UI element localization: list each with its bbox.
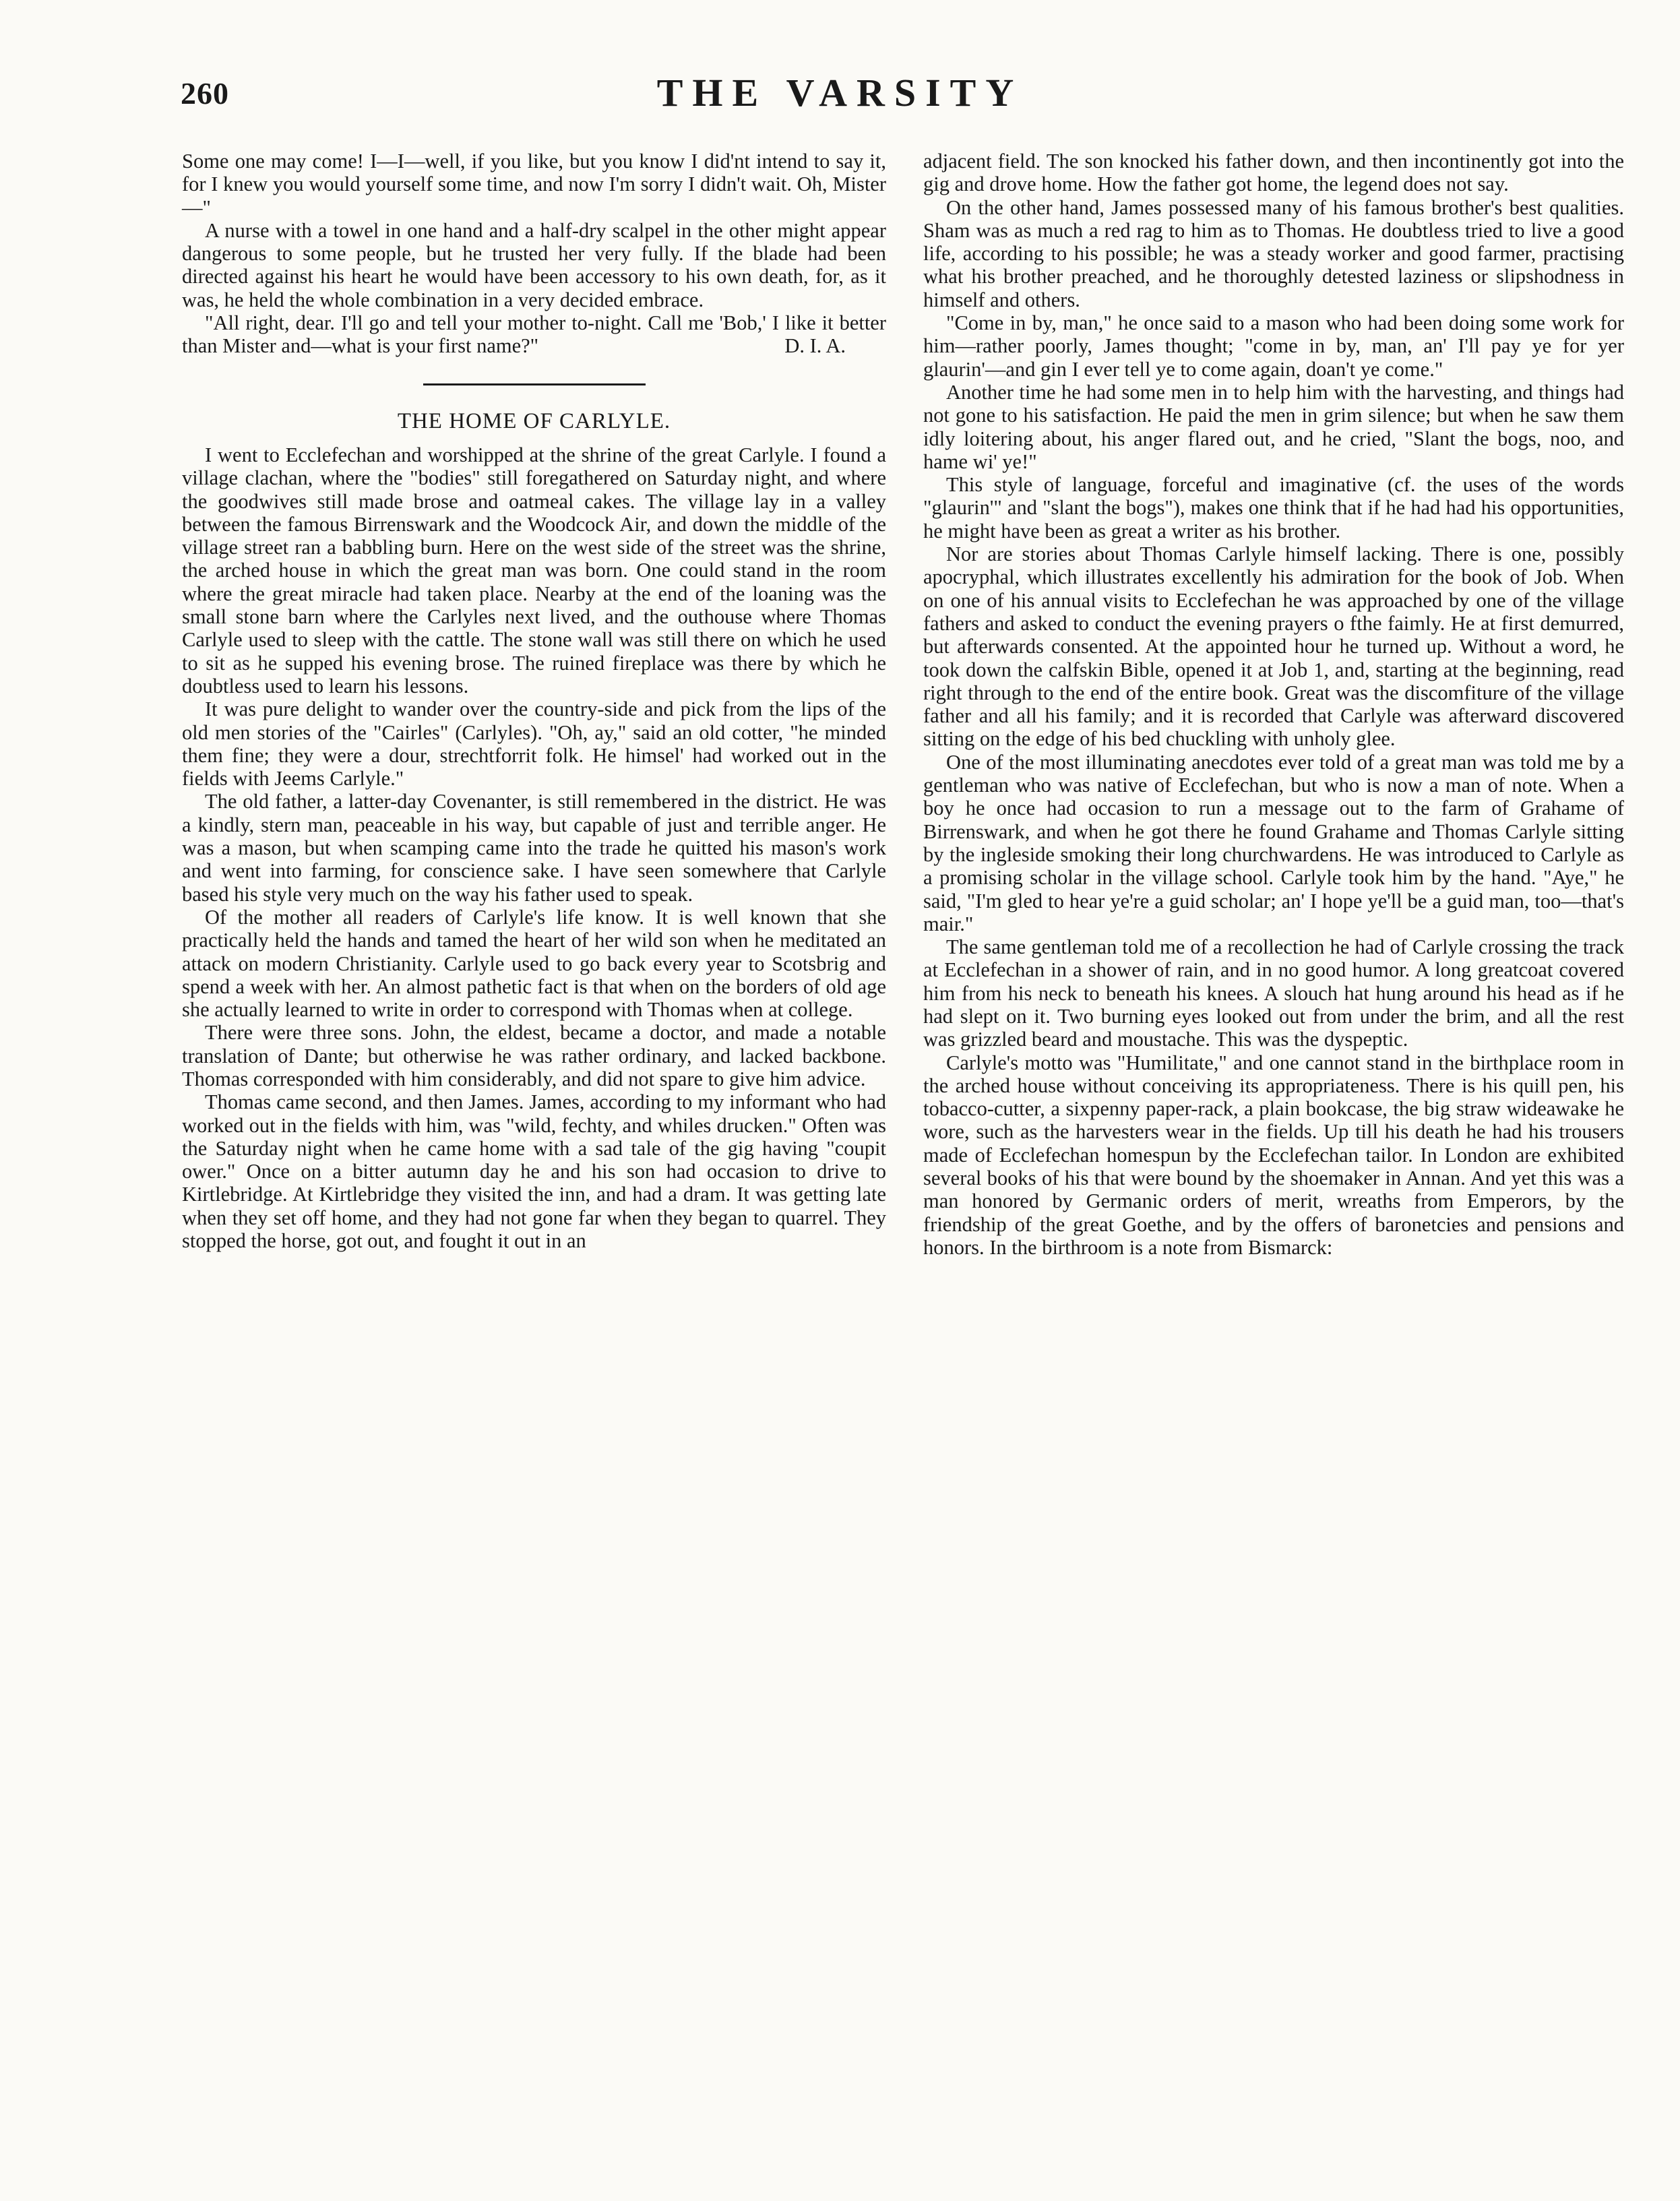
article-paragraph: One of the most illuminating anecdotes ever told of a great man was told me by a gentleman who was native of Ecclefechan, but who is now a man of note. When a boy he once had occasion to run a message out to the farm of Grahame of Birrenswark, and when he got there he found Grahame and Thomas Carlyle sitting by the ingleside smoking their long churchwardens. He was introduced to Carlyle as a promising scholar in the village school. Carlyle took him by the hand. "Aye," he said, "I'm gled to hear ye're a guid scholar; an' I hope ye'll be a guid man, too—that's mair." [923, 750, 1624, 935]
article-paragraph: Carlyle's motto was "Humilitate," and one cannot stand in the birthplace room in the arched house without conceiving its appropriateness. There is his quill pen, his tobacco-cutter, a sixpenny paper-rack, a plain bookcase, the big straw wideawake he wore, such as the harvesters wear in the fields. Up till his death he had his trousers made of Ecclefechan homespun by the Ecclefechan tailor. In London are exhibited several books of his that were bound by the shoemaker in Annan. And yet this was a man honored by Germanic orders of merit, wreaths from Emperors, by the friendship of the great Goethe, and by the offers of baronetcies and pensions and honors. In the birthroom is a note from Bismarck: [923, 1051, 1624, 1259]
story-paragraph: A nurse with a towel in one hand and a half-dry scalpel in the other might appear dangerous to some people, but he trusted her very fully. If the blade had been directed against his heart he would have been accessory to his own death, for, as it was, he held the whole combination in a very decided embrace. [182, 218, 886, 311]
story-paragraph [182, 311, 886, 358]
article-paragraph: The old father, a latter-day Covenanter, is still remembered in the district. He was a kindly, stern man, peaceable in his way, but capable of just and terrible anger. He was a mason, but when scamping came into the trade he quitted his mason's work and went into farming, for conscience sake. I have seen somewhere that Carlyle based his style very much on the way his father used to speak. [182, 790, 886, 906]
article-paragraph: There were three sons. John, the eldest, became a doctor, and made a notable translation of Dante; but otherwise he was rather ordinary, and lacked backbone. Thomas corresponded with him considerably, and did not spare to give him advice. [182, 1021, 886, 1090]
left-column [182, 150, 886, 1252]
right-column [923, 150, 1624, 1259]
article-paragraph: Another time he had some men in to help him with the harvesting, and things had not gone to his satisfaction. He paid the men in grim silence; but when he saw them idly loitering about, his anger flared out, and he cried, "Slant the bogs, noo, and hame wi' ye!" [923, 380, 1624, 473]
article-paragraph: adjacent field. The son knocked his father down, and then incontinently got into the gig and drove home. How the father got home, the legend does not say. [923, 150, 1624, 196]
article-paragraph: Nor are stories about Thomas Carlyle himself lacking. There is one, possibly apocryphal, which illustrates excellently his admiration for the book of Job. When on one of his annual visits to Ecclefechan he was approached by one of the village fathers and asked to conduct the evening prayers o fthe faimly. He at first demurred, but afterwards consented. At the appointed hour he turned up. Without a word, he took down the calfskin Bible, opened it at Job 1, and, starting at the beginning, read right through to the end of the entire book. Great was the discomfiture of the village father and all his family; and it is recorded that Carlyle was afterward discovered sitting on the edge of his bed chuckling with unholy glee. [923, 542, 1624, 751]
article-paragraph: This style of language, forceful and imaginative (cf. the uses of the words "glaurin'" and "slant the bogs"), makes one think that if he had had his opportunities, he might have been as great a writer as his brother. [923, 473, 1624, 542]
article-paragraph: "Come in by, man," he once said to a mason who had been doing some work for him—rather poorly, James thought; "come in by, man, an' I'll pay ye for yer glaurin'—and gin I ever tell ye to come again, doan't ye come." [923, 311, 1624, 381]
article-paragraph: Thomas came second, and then James. James, according to my informant who had worked out in the fields with him, was "wild, fechty, and whiles drucken." Often was the Saturday night when he came home with a sad tale of the gig having "coupit ower." Once on a bitter autumn day he and his son had occasion to drive to Kirtlebridge. At Kirtlebridge they visited the inn, and had a dram. It was getting late when they set off home, and they had not gone far when they began to quarrel. They stopped the horse, got out, and fought it out in an [182, 1090, 886, 1253]
article-paragraph: On the other hand, James possessed many of his famous brother's best qualities. Sham was as much a red rag to him as to Thomas. He doubtless tried to live a good life, according to his possible; he was a steady worker and good farmer, practising what his brother preached, and he thoroughly detested laziness or slipshodness in himself and others. [923, 195, 1624, 311]
story-paragraph: Some one may come! I—I—well, if you like, but you know I did'nt intend to say it, for I knew you would yourself some time, and now I'm sorry I didn't wait. Oh, Mister—" [182, 150, 886, 219]
article-paragraph: Of the mother all readers of Carlyle's life know. It is well known that she practically held the hands and tamed the heart of her wild son when he meditated an attack on modern Christianity. Carlyle used to go back every year to Scotsbrig and spend a week with her. An almost pathetic fact is that when on the borders of old age she actually learned to write in order to correspond with Thomas when at college. [182, 905, 886, 1022]
article-paragraph: The same gentleman told me of a recollection he had of Carlyle crossing the track at Ecclefechan in a shower of rain, and in no good humor. A long greatcoat covered him from his neck to beneath his knees. A slouch hat hung around his head as if he had slept on it. Two burning eyes looked out from under the brim, and all the rest was grizzled beard and moustache. This was the dyspeptic. [923, 935, 1624, 1051]
masthead-title: THE VARSITY [656, 71, 1024, 115]
story-last-text: "All right, dear. I'll go and tell your mother to-night. Call me 'Bob,' I like it better than Mister and—what is your first name?" [182, 311, 886, 358]
article-title: THE HOME OF CARLYLE. [397, 408, 671, 433]
section-divider [423, 383, 646, 385]
article-paragraph: It was pure delight to wander over the country-side and pick from the lips of the old men stories of the "Cairles" (Carlyles). "Oh, ay," said an old cotter, "he minded them fine; they were a dour, strechtforrit folk. He himsel' had worked out in the fields with Jeems Carlyle." [182, 698, 886, 790]
story-signature: D. I. A. [784, 334, 846, 358]
article-paragraph: I went to Ecclefechan and worshipped at the shrine of the great Carlyle. I found a village clachan, where the "bodies" still foregathered on Saturday night, and where the goodwives still made brose and oatmeal cakes. The village lay in a valley between the famous Birrenswark and the Woodcock Air, and down the middle of the village street ran a babbling burn. Here on the west side of the street was the shrine, the arched house in which the great man was born. One could stand in the room where the great miracle had taken place. Nearby at the end of the loaning was the small stone barn where the Carlyles next lived, and the outhouse where Thomas Carlyle used to sleep with the cattle. The stone wall was still there on which he used to sit as he supped his evening brose. The ruined fireplace was there by which he doubtless used to learn his lessons. [182, 443, 886, 698]
page-number: 260 [181, 76, 229, 111]
